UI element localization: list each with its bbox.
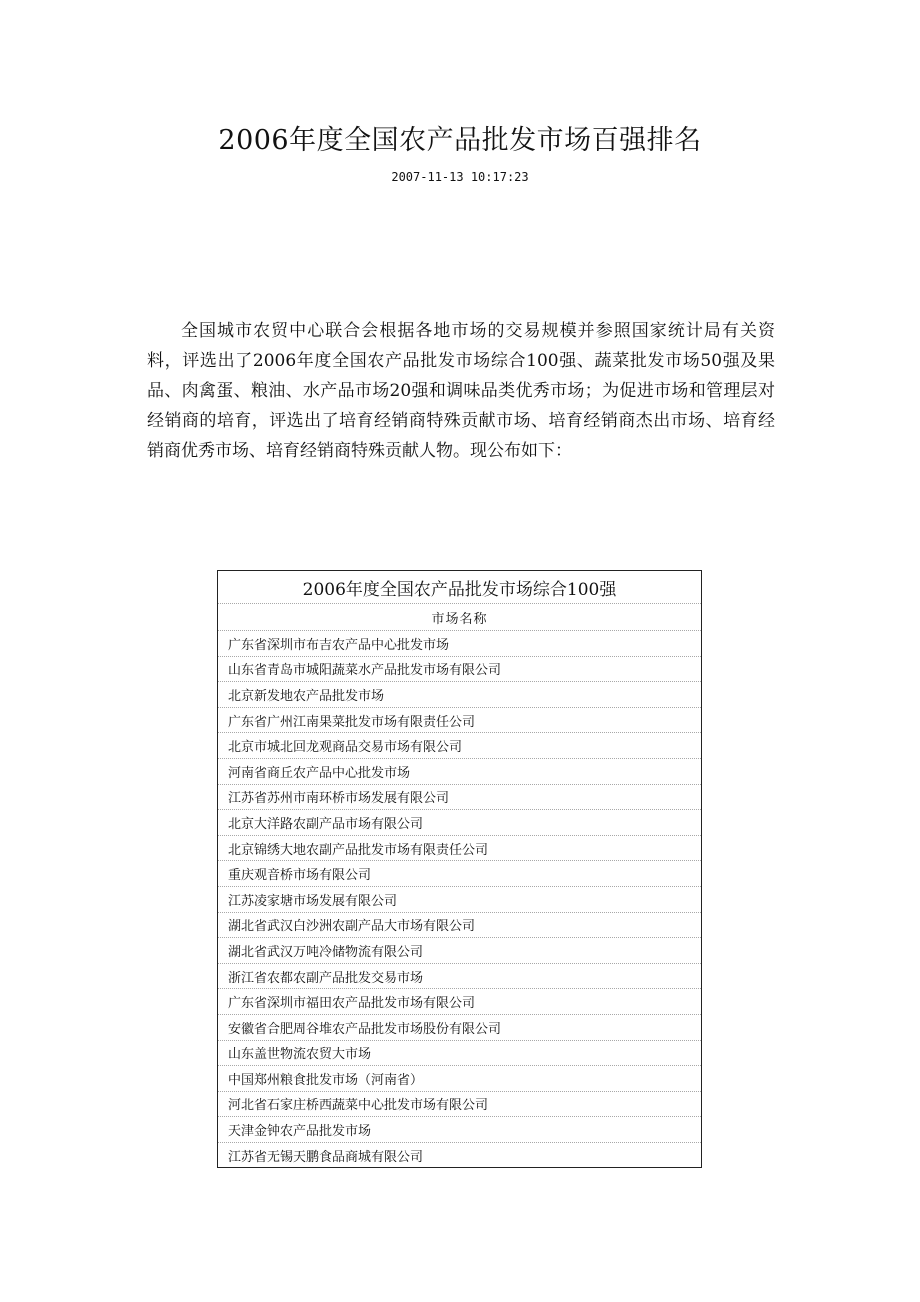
- market-name-cell: 天津金钟农产品批发市场: [218, 1117, 702, 1143]
- market-name-cell: 湖北省武汉万吨冷储物流有限公司: [218, 938, 702, 964]
- table-body: [218, 631, 702, 1168]
- table-row: [218, 886, 702, 912]
- market-name-cell: 安徽省合肥周谷堆农产品批发市场股份有限公司: [218, 1014, 702, 1040]
- table-row: [218, 989, 702, 1015]
- market-name-cell: 北京新发地农产品批发市场: [218, 682, 702, 708]
- market-name-cell: 河南省商丘农产品中心批发市场: [218, 758, 702, 784]
- table-row: [218, 1142, 702, 1168]
- market-name-cell: 江苏省苏州市南环桥市场发展有限公司: [218, 784, 702, 810]
- table-row: [218, 631, 702, 657]
- table-row: [218, 733, 702, 759]
- market-name-cell: 重庆观音桥市场有限公司: [218, 861, 702, 887]
- table-row: [218, 758, 702, 784]
- market-name-cell: 湖北省武汉白沙洲农副产品大市场有限公司: [218, 912, 702, 938]
- table-row: [218, 1066, 702, 1092]
- table-row: [218, 784, 702, 810]
- market-name-cell: 江苏凌家塘市场发展有限公司: [218, 886, 702, 912]
- table-caption: 2006年度全国农产品批发市场综合100强: [218, 571, 702, 604]
- market-name-cell: 山东盖世物流农贸大市场: [218, 1040, 702, 1066]
- market-name-cell: 广东省深圳市布吉农产品中心批发市场: [218, 631, 702, 657]
- table-row: [218, 810, 702, 836]
- market-name-cell: 中国郑州粮食批发市场（河南省）: [218, 1066, 702, 1092]
- table-row: [218, 912, 702, 938]
- document-title: 2006年度全国农产品批发市场百强排名: [218, 125, 702, 156]
- table-row: [218, 835, 702, 861]
- market-name-cell: 江苏省无锡天鹏食品商城有限公司: [228, 1149, 424, 1165]
- table-row: [218, 1014, 702, 1040]
- intro-paragraph: 全国城市农贸中心联合会根据各地市场的交易规模并参照国家统计局有关资料，评选出了2006年度全国农产品批发市场综合100强、蔬菜批发市场50强及果品、肉禽蛋、粮油、水产品市场20强和调味品类优秀市场；为促进市场和管理层对经销商的培育，评选出了培育经销商特殊贡献市场、培育经销商杰出市场、培育经销商优秀市场、培育经销商特殊贡献人物。现公布如下：: [147, 321, 775, 461]
- table-row: [218, 1117, 702, 1143]
- market-name-cell: 北京大洋路农副产品市场有限公司: [218, 810, 702, 836]
- market-name-cell: 北京锦绣大地农副产品批发市场有限责任公司: [218, 835, 702, 861]
- table-row: [218, 938, 702, 964]
- table-row: [218, 1040, 702, 1066]
- table-row: [218, 963, 702, 989]
- table-row: [218, 707, 702, 733]
- ranking-table: [217, 570, 702, 1168]
- market-name-cell: 广东省深圳市福田农产品批发市场有限公司: [218, 989, 702, 1015]
- table-row: [218, 1091, 702, 1117]
- table-row: [218, 656, 702, 682]
- market-name-cell: 浙江省农都农副产品批发交易市场: [218, 963, 702, 989]
- market-name-cell: 河北省石家庄桥西蔬菜中心批发市场有限公司: [218, 1091, 702, 1117]
- market-name-cell: 山东省青岛市城阳蔬菜水产品批发市场有限公司: [218, 656, 702, 682]
- market-name-cell: 北京市城北回龙观商品交易市场有限公司: [218, 733, 702, 759]
- table-row: [218, 682, 702, 708]
- table-header-row: [218, 604, 702, 631]
- table-caption-row: [218, 571, 702, 604]
- table-row: [218, 861, 702, 887]
- publish-timestamp: 2007-11-13 10:17:23: [391, 170, 529, 184]
- market-name-cell: 广东省广州江南果菜批发市场有限责任公司: [218, 707, 702, 733]
- column-header-market-name: 市场名称: [218, 604, 702, 631]
